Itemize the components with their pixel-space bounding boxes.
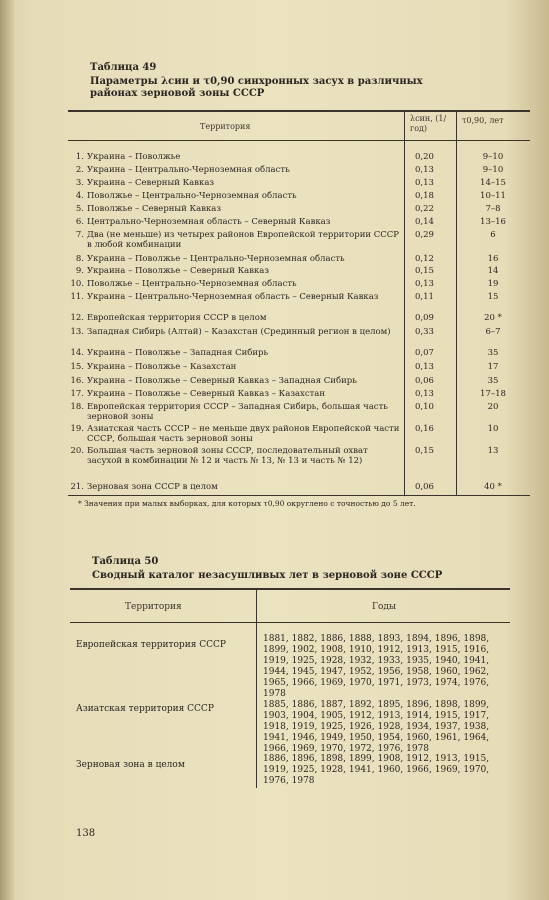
table49-row-tau: 7–8: [485, 204, 501, 214]
table49-col-territory: Территория: [200, 122, 251, 131]
table49-row-territory: Украина – Центрально-Черноземная область – Северный Кавказ: [87, 292, 379, 302]
table49-header-rule: [68, 140, 530, 141]
table49-caption: Параметры λсин и τ0,90 синхронных засух в различных районах зерновой зоны СССР: [90, 76, 423, 99]
table49-row-lambda: 0,09: [415, 313, 434, 323]
table49-row-lambda: 0,18: [415, 191, 434, 201]
table49-row-number: 3.: [75, 178, 84, 188]
table49-row-number: 5.: [75, 204, 84, 214]
table49-row-lambda: 0,07: [415, 348, 434, 358]
table49-row-lambda: 0,29: [415, 230, 434, 240]
table49-row-territory: Центрально-Черноземная область – Северный Кавказ: [87, 217, 331, 227]
table49-row-tau: 16: [487, 254, 499, 264]
table50-row-years: 1886, 1896, 1898, 1899, 1908, 1912, 1913, 1915, 1919, 1925, 1928, 1941, 1960, 1966, 1969, 1970, 1976, 1978: [263, 754, 490, 786]
table49-row-tau: 40 *: [484, 482, 502, 492]
table49-row-territory: Украина – Поволжье – Казахстан: [87, 362, 237, 372]
table50-row-years: 1885, 1886, 1887, 1892, 1895, 1896, 1898, 1899, 1903, 1904, 1905, 1912, 1913, 1914, 1915, 1917, 1918, 1919, 1925, 1926, 1928, 1934, 1937, 1938, 1941, 1946, 1949, 1950, 1954, 1960, 1961, 1964, 1966, 1969, 1970, 1972, 1976, 1978: [263, 700, 490, 754]
table49-col-divider-2: [456, 110, 457, 495]
table49-footnote: * Значения при малых выборках, для которых τ0,90 округлено с точностью до 5 лет.: [78, 499, 416, 508]
table49-row-lambda: 0,33: [415, 327, 434, 337]
table49-bottom-rule: [68, 495, 530, 496]
table49-row-lambda: 0,13: [415, 362, 434, 372]
table50-title: Таблица 50: [92, 556, 159, 567]
table49-row-lambda: 0,22: [415, 204, 434, 214]
table49-row-tau: 20 *: [484, 313, 502, 323]
table49-row-tau: 10–11: [480, 191, 506, 201]
table49-row-number: 13.: [70, 327, 84, 337]
table49-row-number: 20.: [70, 446, 84, 456]
table49-row-number: 11.: [70, 292, 84, 302]
table49-row-territory: Большая часть зерновой зоны СССР, последовательный охват засухой в комбинации № 12 и часть № 13, № 13 и часть № 12): [87, 446, 368, 466]
table49-row-number: 7.: [75, 230, 84, 240]
table49-row-number: 18.: [70, 402, 84, 412]
table49-row-territory: Украина – Северный Кавказ: [87, 178, 215, 188]
table49-row-number: 12.: [70, 313, 84, 323]
table49-row-tau: 9–10: [482, 165, 504, 175]
table49-row-territory: Украина – Поволжье – Северный Кавказ – Западная Сибирь: [87, 376, 357, 386]
table49-row-number: 6.: [75, 217, 84, 227]
table50-header-rule: [70, 622, 510, 623]
table49-row-number: 10.: [70, 279, 84, 289]
table49-row-tau: 13–16: [480, 217, 506, 227]
table49-row-number: 15.: [70, 362, 84, 372]
table50-row-name: Азиатская территория СССР: [76, 704, 214, 714]
table49-row-territory: Поволжье – Центрально-Черноземная область: [87, 191, 297, 201]
table50-row-name: Европейская территория СССР: [76, 640, 226, 650]
table49-row-number: 14.: [70, 348, 84, 358]
table49-row-territory: Поволжье – Северный Кавказ: [87, 204, 221, 214]
table49-row-lambda: 0,14: [415, 217, 434, 227]
table50-col-divider: [256, 588, 257, 788]
table49-row-territory: Два (не меньше) из четырех районов Европейской территории СССР в любой комбинации: [87, 230, 399, 250]
table49-row-tau: 15: [487, 292, 499, 302]
table49-row-lambda: 0,15: [415, 266, 434, 276]
table49-row-tau: 35: [487, 348, 499, 358]
table49-row-lambda: 0,13: [415, 389, 434, 399]
table49-row-territory: Поволжье – Центрально-Черноземная область: [87, 279, 297, 289]
table49-row-number: 2.: [75, 165, 84, 175]
table49-row-tau: 9–10: [482, 152, 504, 162]
table49-row-number: 19.: [70, 424, 84, 434]
table49-col-lambda: λсин, (1/год): [410, 114, 447, 133]
table49-row-lambda: 0,13: [415, 165, 434, 175]
table49-row-lambda: 0,20: [415, 152, 434, 162]
table49-row-tau: 14–15: [480, 178, 506, 188]
table49-row-number: 17.: [70, 389, 84, 399]
table49-row-lambda: 0,13: [415, 279, 434, 289]
page-spine-shadow: [0, 0, 14, 900]
table49-row-lambda: 0,12: [415, 254, 434, 264]
table49-row-territory: Азиатская часть СССР – не меньше двух районов Европейской части СССР, большая часть зерновой зоны: [87, 424, 400, 444]
table50-top-rule: [70, 588, 510, 590]
table49-row-tau: 17: [487, 362, 499, 372]
table49-row-lambda: 0,15: [415, 446, 434, 456]
table49-title: Таблица 49: [90, 62, 157, 73]
table49-row-tau: 17–18: [480, 389, 506, 399]
table49-row-number: 21.: [70, 482, 84, 492]
table49-row-tau: 35: [487, 376, 499, 386]
table49-row-number: 16.: [70, 376, 84, 386]
table49-row-lambda: 0,13: [415, 178, 434, 188]
table49-row-tau: 6: [490, 230, 496, 240]
table49-row-territory: Украина – Поволжье – Северный Кавказ: [87, 266, 270, 276]
table50-row-years: 1881, 1882, 1886, 1888, 1893, 1894, 1896, 1898, 1899, 1902, 1908, 1910, 1912, 1913, 1915, 1916, 1919, 1925, 1928, 1932, 1933, 1935, 1940, 1941, 1944, 1945, 1947, 1952, 1956, 1958, 1960, 1962, 1965, 1966, 1969, 1970, 1971, 1973, 1974, 1976, 1978: [263, 634, 490, 699]
table49-row-territory: Украина – Поволжье: [87, 152, 181, 162]
table49-row-lambda: 0,11: [415, 292, 434, 302]
table50-caption: Сводный каталог незасушливых лет в зерновой зоне СССР: [92, 570, 443, 581]
table49-row-lambda: 0,06: [415, 482, 434, 492]
table49-row-lambda: 0,10: [415, 402, 434, 412]
table49-row-number: 4.: [75, 191, 84, 201]
table49-row-lambda: 0,16: [415, 424, 434, 434]
table50-row-name: Зерновая зона в целом: [76, 760, 185, 770]
table49-col-tau: τ0,90, лет: [462, 116, 504, 125]
table49-row-number: 1.: [75, 152, 84, 162]
table49-row-tau: 13: [487, 446, 499, 456]
table49-row-tau: 6–7: [485, 327, 501, 337]
table49-row-tau: 19: [487, 279, 499, 289]
table50-col-territory: Территория: [125, 602, 182, 612]
table49-row-territory: Украина – Поволжье – Северный Кавказ – Казахстан: [87, 389, 326, 399]
page-number: 138: [76, 828, 96, 839]
table49-row-territory: Западная Сибирь (Алтай) – Казахстан (Срединный регион в целом): [87, 327, 391, 337]
table49-row-tau: 14: [487, 266, 499, 276]
table49-row-territory: Украина – Поволжье – Центрально-Черноземная область: [87, 254, 345, 264]
table49-row-tau: 20: [487, 402, 499, 412]
table49-row-territory: Европейская территория СССР в целом: [87, 313, 267, 323]
table49-row-territory: Зерновая зона СССР в целом: [87, 482, 218, 492]
table49-row-tau: 10: [487, 424, 499, 434]
table49-row-territory: Украина – Центрально-Черноземная область: [87, 165, 290, 175]
table49-row-territory: Украина – Поволжье – Западная Сибирь: [87, 348, 269, 358]
table49-row-territory: Европейская территория СССР – Западная Сибирь, большая часть зерновой зоны: [87, 402, 388, 422]
table49-top-rule: [68, 110, 530, 112]
table49-row-lambda: 0,06: [415, 376, 434, 386]
table49-row-number: 8.: [75, 254, 84, 264]
table49-row-number: 9.: [75, 266, 84, 276]
table50-col-years: Годы: [372, 602, 397, 612]
